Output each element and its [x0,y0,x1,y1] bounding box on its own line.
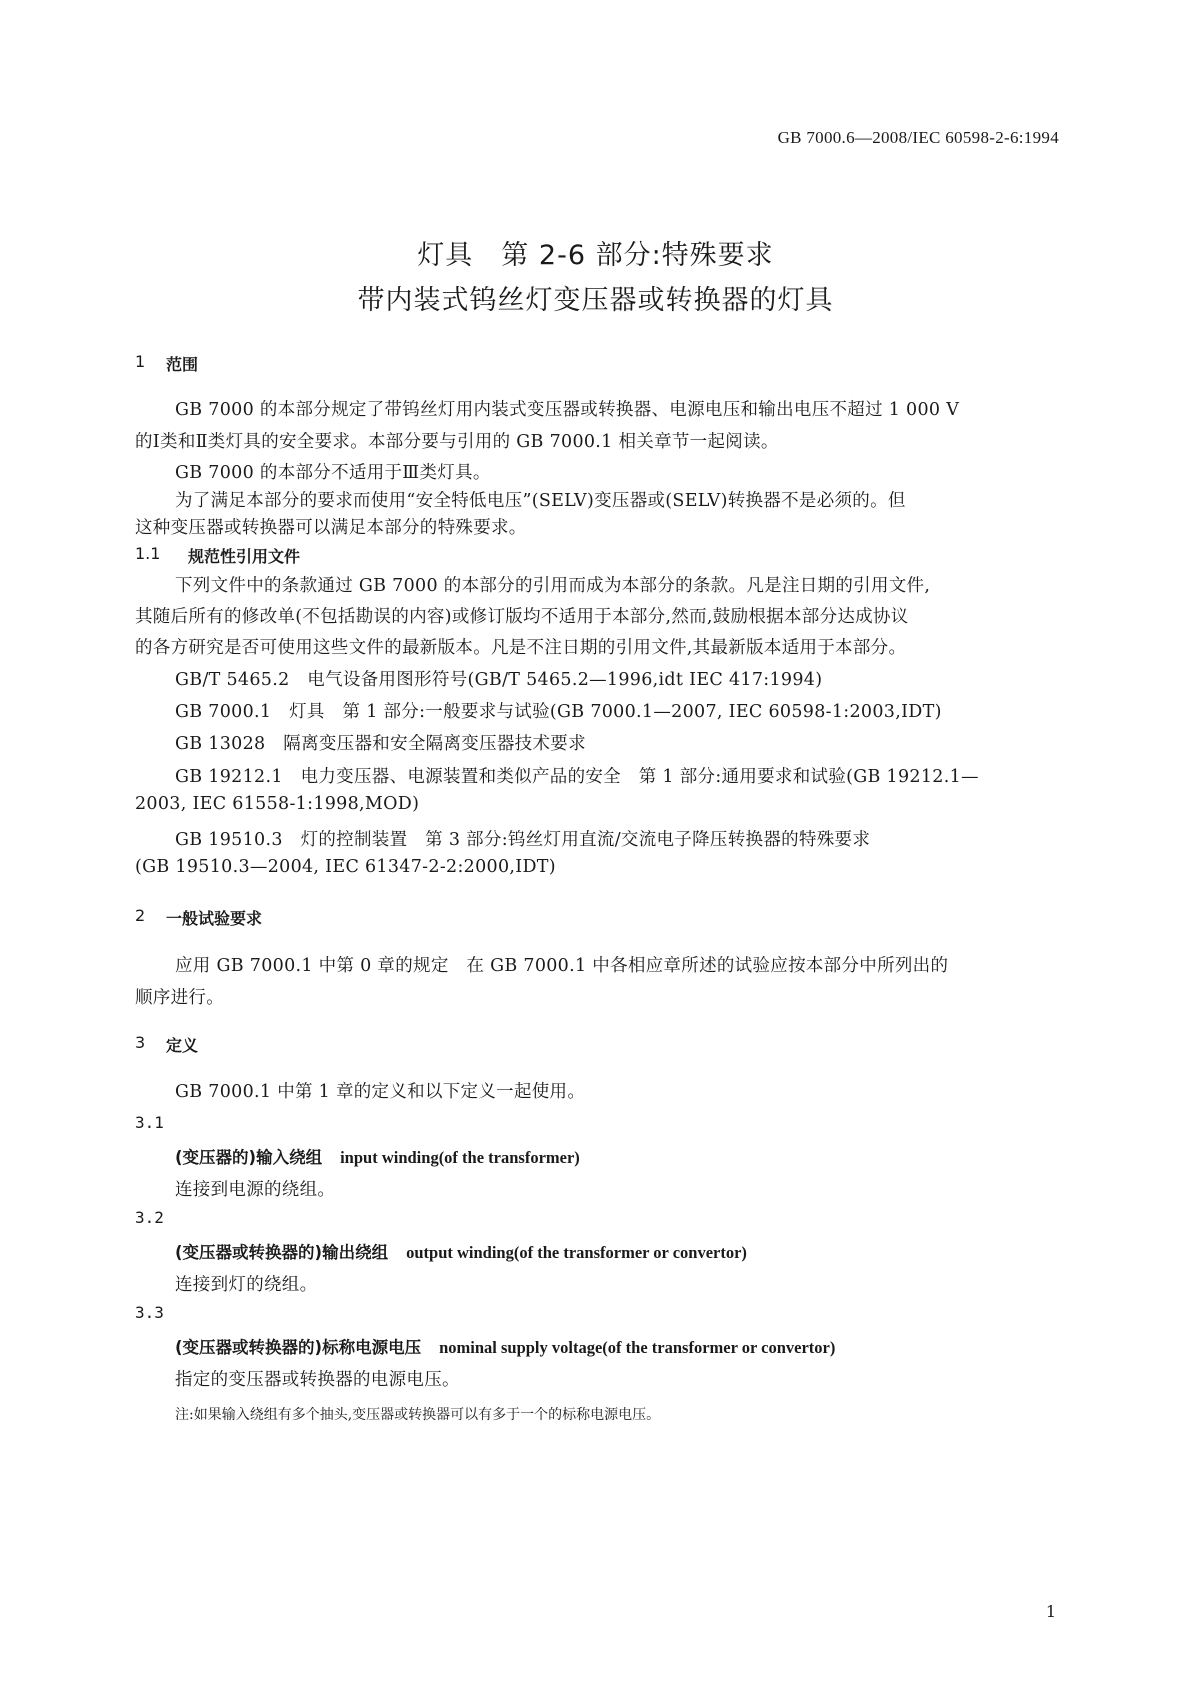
section-1-title: 范围 [166,355,199,374]
section-3-number: 3 [135,1033,146,1052]
reference-gb-7000-1: GB 7000.1 灯具 第 1 部分:一般要求与试验(GB 7000.1—2007, IEC 60598-1:2003,IDT) [175,702,942,722]
definition-3-3-term-cn: (变压器或转换器的)标称电源电压 [175,1338,422,1357]
section-1-number: 1 [135,352,146,371]
section-1-1-paragraph-line-2: 其随后所有的修改单(不包括勘误的内容)或修订版均不适用于本部分,然而,鼓励根据本部分达成协议 [135,607,909,627]
definition-3-3-text: 指定的变压器或转换器的电源电压。 [175,1370,460,1390]
definition-3-3-term-en: nominal supply voltage(of the transformer or convertor) [439,1338,836,1357]
section-1-1-title: 规范性引用文件 [188,547,301,566]
definition-3-2-term [175,1239,747,1263]
reference-gb-13028: GB 13028 隔离变压器和安全隔离变压器技术要求 [175,734,586,754]
section-1-paragraph-1-line-2: 的Ⅰ类和Ⅱ类灯具的安全要求。本部分要与引用的 GB 7000.1 相关章节一起阅读。 [135,432,779,452]
section-1-paragraph-3-line-1: 为了满足本部分的要求而使用“安全特低电压”(SELV)变压器或(SELV)转换器不是必须的。但 [175,491,906,511]
definition-3-2-term-cn: (变压器或转换器的)输出绕组 [175,1243,389,1262]
definition-3-1-text: 连接到电源的绕组。 [175,1180,336,1200]
definition-3-1-term-en: input winding(of the transformer) [340,1148,580,1167]
section-1-paragraph-2: GB 7000 的本部分不适用于Ⅲ类灯具。 [175,463,491,483]
section-1-1-paragraph-line-3: 的各方研究是否可使用这些文件的最新版本。凡是不注日期的引用文件,其最新版本适用于本部分。 [135,638,907,658]
reference-gb-19510-3-line-2: (GB 19510.3—2004, IEC 61347-2-2:2000,IDT) [135,857,556,877]
section-1-1-paragraph-line-1: 下列文件中的条款通过 GB 7000 的本部分的引用而成为本部分的条款。凡是注日期的引用文件, [175,576,931,596]
standard-id-header: GB 7000.6—2008/IEC 60598-2-6:1994 [777,128,1059,147]
section-2-paragraph-line-2: 顺序进行。 [135,988,224,1008]
section-2-number: 2 [135,906,146,925]
definition-3-2-text: 连接到灯的绕组。 [175,1275,318,1295]
definition-3-3-term [175,1334,835,1358]
definition-3-1-number: 3.1 [135,1113,164,1132]
section-2-title: 一般试验要求 [166,909,263,928]
page-number: 1 [1045,1602,1056,1621]
reference-gb-19212-1-line-1: GB 19212.1 电力变压器、电源装置和类似产品的安全 第 1 部分:通用要求和试验(GB 19212.1— [175,767,979,787]
definition-3-2-number: 3.2 [135,1208,164,1227]
section-1-1-number: 1.1 [135,544,161,563]
document-title-line-2: 带内装式钨丝灯变压器或转换器的灯具 [357,285,834,316]
definition-3-1-term [175,1144,580,1168]
section-1-paragraph-3-line-2: 这种变压器或转换器可以满足本部分的特殊要求。 [135,518,527,538]
definition-3-3-number: 3.3 [135,1303,164,1322]
reference-gb-t-5465-2: GB/T 5465.2 电气设备用图形符号(GB/T 5465.2—1996,idt IEC 417:1994) [175,670,823,690]
section-3-paragraph: GB 7000.1 中第 1 章的定义和以下定义一起使用。 [175,1082,586,1102]
section-1-paragraph-1-line-1: GB 7000 的本部分规定了带钨丝灯用内装式变压器或转换器、电源电压和输出电压不超过 1 000 V [175,400,960,420]
definition-3-3-note: 注:如果输入绕组有多个抽头,变压器或转换器可以有多于一个的标称电源电压。 [175,1407,661,1423]
section-3-title: 定义 [166,1036,199,1055]
definition-3-2-term-en: output winding(of the transformer or convertor) [406,1243,747,1262]
definition-3-1-term-cn: (变压器的)输入绕组 [175,1148,323,1167]
section-2-paragraph-line-1: 应用 GB 7000.1 中第 0 章的规定 在 GB 7000.1 中各相应章所述的试验应按本部分中所列出的 [175,956,949,976]
document-title-line-1: 灯具 第 2-6 部分:特殊要求 [417,240,774,271]
reference-gb-19510-3-line-1: GB 19510.3 灯的控制装置 第 3 部分:钨丝灯用直流/交流电子降压转换器的特殊要求 [175,830,871,850]
reference-gb-19212-1-line-2: 2003, IEC 61558-1:1998,MOD) [135,794,420,814]
